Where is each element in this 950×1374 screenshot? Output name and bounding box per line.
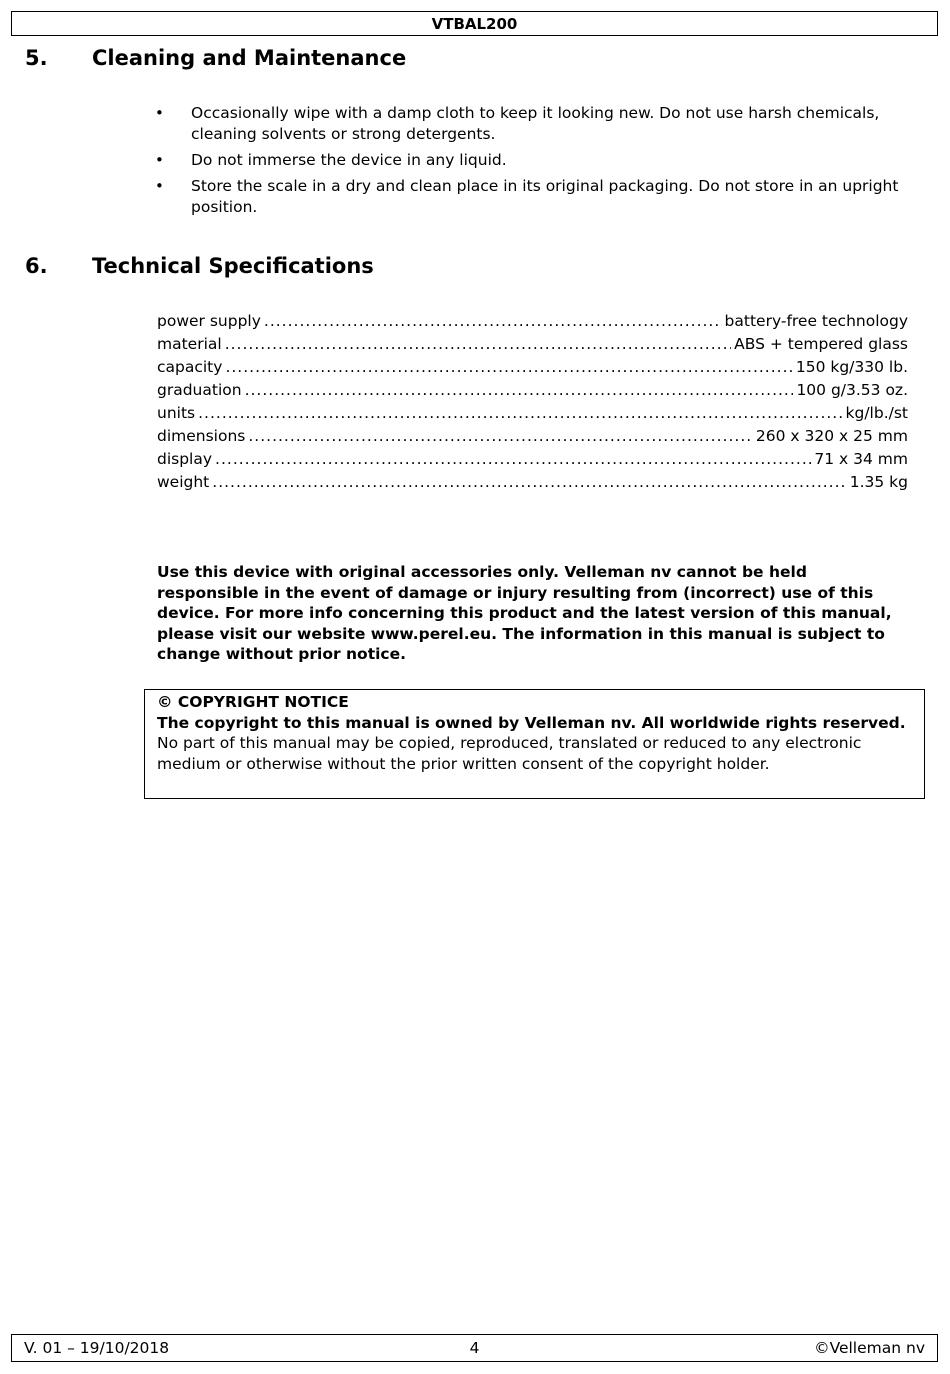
- copyright-text: No part of this manual may be copied, reproduced, translated or reduced to any electronic medium or otherwise without the prior written consent of the copyright holder.: [157, 734, 862, 773]
- dot-leader: [225, 356, 792, 379]
- dot-leader: [198, 402, 842, 425]
- footer-page-number: 4: [469, 1339, 480, 1357]
- page-footer: [11, 1334, 938, 1362]
- spec-row-capacity: [157, 356, 908, 379]
- dot-leader: [248, 425, 753, 448]
- spec-label: power supply: [157, 312, 261, 330]
- spec-label: graduation: [157, 381, 242, 399]
- spec-value: 1.35 kg: [849, 473, 908, 491]
- footer-version: V. 01 – 19/10/2018: [24, 1339, 170, 1357]
- dot-leader: [245, 379, 794, 402]
- spec-row-graduation: [157, 379, 908, 402]
- spec-label: material: [157, 335, 222, 353]
- dot-leader: [215, 448, 811, 471]
- dot-leader: [212, 471, 846, 494]
- spec-label: display: [157, 450, 213, 468]
- dot-leader: [264, 310, 722, 333]
- usage-notice: Use this device with original accessories only. Velleman nv cannot be held responsible in the event of damage or injury resulting from (incorrect) use of this device. For more info concerning this product and the latest version of this manual, please visit our website www.perel.eu. The information in this manual is subject to change without prior notice.: [157, 563, 892, 663]
- section-number: 5.: [25, 46, 48, 70]
- section-heading-cleaning: [25, 44, 406, 72]
- spec-row-material: [157, 333, 908, 356]
- section-heading-specifications: [25, 252, 374, 280]
- list-item: • Do not immerse the device in any liquid.: [155, 151, 507, 169]
- copyright-bold-text: The copyright to this manual is owned by Velleman nv. All worldwide rights reserved.: [157, 713, 906, 732]
- spec-value: 71 x 34 mm: [814, 450, 908, 468]
- spec-row-display: [157, 448, 908, 471]
- spec-label: dimensions: [157, 427, 246, 445]
- spec-row-units: [157, 402, 908, 425]
- copyright-notice-box: [144, 689, 925, 799]
- bullet-icon: •: [155, 177, 164, 195]
- list-item: • Store the scale in a dry and clean place in its original packaging. Do not store in an upright position.: [155, 177, 899, 216]
- copyright-title: © COPYRIGHT NOTICE: [157, 693, 349, 711]
- spec-value: ABS + tempered glass: [734, 335, 908, 353]
- spec-value: 150 kg/330 lb.: [795, 358, 908, 376]
- spec-row-power-supply: [157, 310, 908, 333]
- spec-label: capacity: [157, 358, 223, 376]
- spec-row-weight: [157, 471, 908, 494]
- spec-value: battery-free technology: [724, 312, 908, 330]
- spec-value: kg/lb./st: [845, 404, 908, 422]
- dot-leader: [225, 333, 731, 356]
- bullet-icon: •: [155, 151, 164, 169]
- list-item: • Occasionally wipe with a damp cloth to keep it looking new. Do not use harsh chemicals, cleaning solvents or strong detergents.: [155, 104, 880, 143]
- spec-table: [157, 310, 908, 494]
- section-title: Technical Specifications: [92, 254, 374, 278]
- section-title: Cleaning and Maintenance: [92, 46, 407, 70]
- spec-label: weight: [157, 473, 210, 491]
- spec-value: 100 g/3.53 oz.: [796, 381, 908, 399]
- section-number: 6.: [25, 254, 48, 278]
- copyright-body: [157, 713, 912, 775]
- bullet-icon: •: [155, 104, 164, 122]
- footer-company: ©Velleman nv: [814, 1339, 925, 1357]
- spec-label: units: [157, 404, 196, 422]
- page-header: [11, 11, 938, 36]
- spec-row-dimensions: [157, 425, 908, 448]
- cleaning-bullet-list: [155, 103, 915, 223]
- spec-value: 260 x 320 x 25 mm: [755, 427, 908, 445]
- header-title: VTBAL200: [431, 15, 518, 33]
